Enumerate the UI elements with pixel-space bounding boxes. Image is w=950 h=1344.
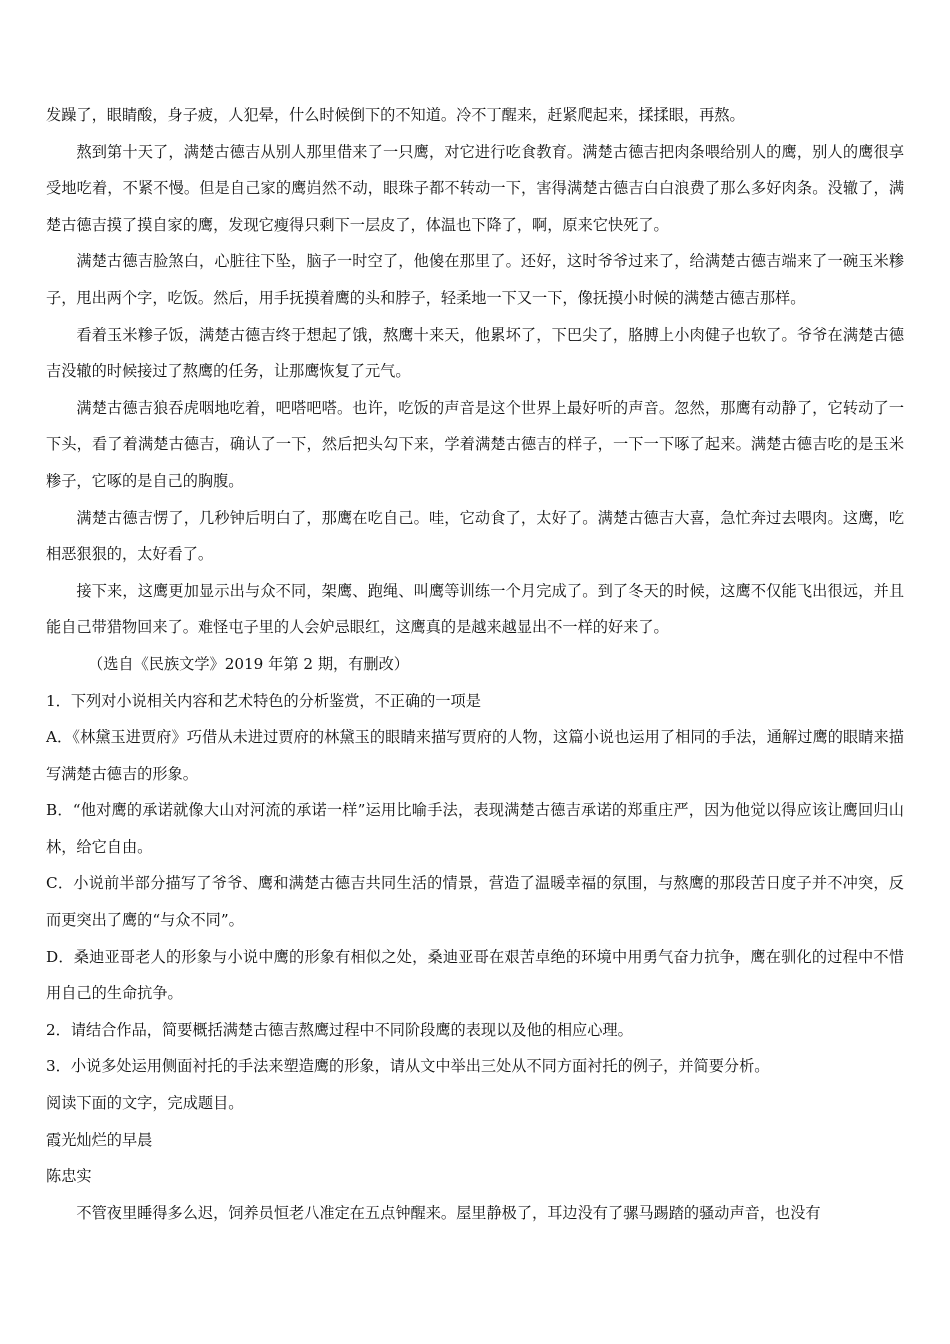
question-1-option-a: A．《林黛玉进贾府》巧借从未进过贾府的林黛玉的眼睛来描写贾府的人物，这篇小说也运用了相同的手法，通解过鹰的眼睛来描写满楚古德吉的形象。 [46, 728, 904, 783]
story-paragraph: 看着玉米糁子饭，满楚古德吉终于想起了饿，熬鹰十来天，他累坏了，下巴尖了，胳膊上小肉健子也软了。爷爷在满楚古德吉没辙的时候接过了熬鹰的任务，让那鹰恢复了元气。 [46, 325, 904, 381]
reading-prompt: 阅读下面的文字，完成题目。 [46, 1094, 244, 1113]
story-paragraph: 熬到第十天了，满楚古德吉从别人那里借来了一只鹰，对它进行吃食教育。满楚古德吉把肉条喂给别人的鹰，别人的鹰很享受地吃着，不紧不慢。但是自己家的鹰岿然不动，眼珠子都不转动一下，害得满楚古德吉白白浪费了那么多好肉条。没辙了，满楚古德吉摸了摸自家的鹰，发现它瘦得只剩下一层皮了，体温也下降了，啊，原来它快死了。 [46, 142, 904, 234]
source-citation: （选自《民族文学》2019 年第 2 期，有删改） [88, 654, 409, 673]
question-3: 3．小说多处运用侧面衬托的手法来塑造鹰的形象，请从文中举出三处从不同方面衬托的例子，并简要分析。 [46, 1057, 770, 1076]
story-paragraph: 满楚古德吉脸煞白，心脏往下坠，脑子一时空了，他傻在那里了。还好，这时爷爷过来了，给满楚古德吉端来了一碗玉米糁子，甩出两个字，吃饭。然后，用手抚摸着鹰的头和脖子，轻柔地一下又一下，像抚摸小时候的满楚古德吉那样。 [46, 252, 904, 307]
question-1-option-b: B．“他对鹰的承诺就像大山对河流的承诺一样”运用比喻手法，表现满楚古德吉承诺的郑重庄严，因为他觉以得应该让鹰回归山林，给它自由。 [46, 801, 904, 856]
next-story-paragraph: 不管夜里睡得多么迟，饲养员恒老八准定在五点钟醒来。屋里静极了，耳边没有了骡马踢踏的骚动声音，也没有 [76, 1203, 821, 1222]
story-paragraph: 满楚古德吉愣了，几秒钟后明白了，那鹰在吃自己。哇，它动食了，太好了。满楚古德吉大喜，急忙奔过去喂肉。这鹰，吃相恶狠狠的，太好看了。 [46, 508, 904, 564]
next-story-author: 陈忠实 [46, 1167, 92, 1186]
next-story-title: 霞光灿烂的早晨 [46, 1130, 153, 1149]
story-paragraph-continued: 发躁了，眼睛酸，身子疲，人犯晕，什么时候倒下的不知道。冷不丁醒来，赶紧爬起来，揉揉眼，再熬。 [46, 106, 745, 124]
question-1-option-d: D．桑迪亚哥老人的形象与小说中鹰的形象有相似之处，桑迪亚哥在艰苦卓绝的环境中用勇气奋力抗争，鹰在驯化的过程中不惜用自己的生命抗争。 [46, 947, 904, 1003]
question-1-stem: 1．下列对小说相关内容和艺术特色的分析鉴赏，不正确的一项是 [46, 691, 481, 710]
question-2: 2．请结合作品，简要概括满楚古德吉熬鹰过程中不同阶段鹰的表现以及他的相应心理。 [46, 1020, 633, 1039]
story-paragraph: 接下来，这鹰更加显示出与众不同，架鹰、跑绳、叫鹰等训练一个月完成了。到了冬天的时候，这鹰不仅能飞出很远，并且能自己带猎物回来了。难怪屯子里的人会妒忌眼红，这鹰真的是越来越显出不一样的好来了。 [46, 581, 904, 637]
story-paragraph: 满楚古德吉狼吞虎咽地吃着，吧嗒吧嗒。也许，吃饭的声音是这个世界上最好听的声音。忽然，那鹰有动静了，它转动了一下头，看了着满楚古德吉，确认了一下，然后把头勾下来，学着满楚古德吉的样子，一下一下啄了起来。满楚古德吉吃的是玉米糁子，它啄的是自己的胸腹。 [46, 398, 904, 490]
question-1-option-c: C．小说前半部分描写了爷爷、鹰和满楚古德吉共同生活的情景，营造了温暖幸福的氛围，与熬鹰的那段苦日度子并不冲突，反而更突出了鹰的“与众不同”。 [46, 874, 904, 930]
